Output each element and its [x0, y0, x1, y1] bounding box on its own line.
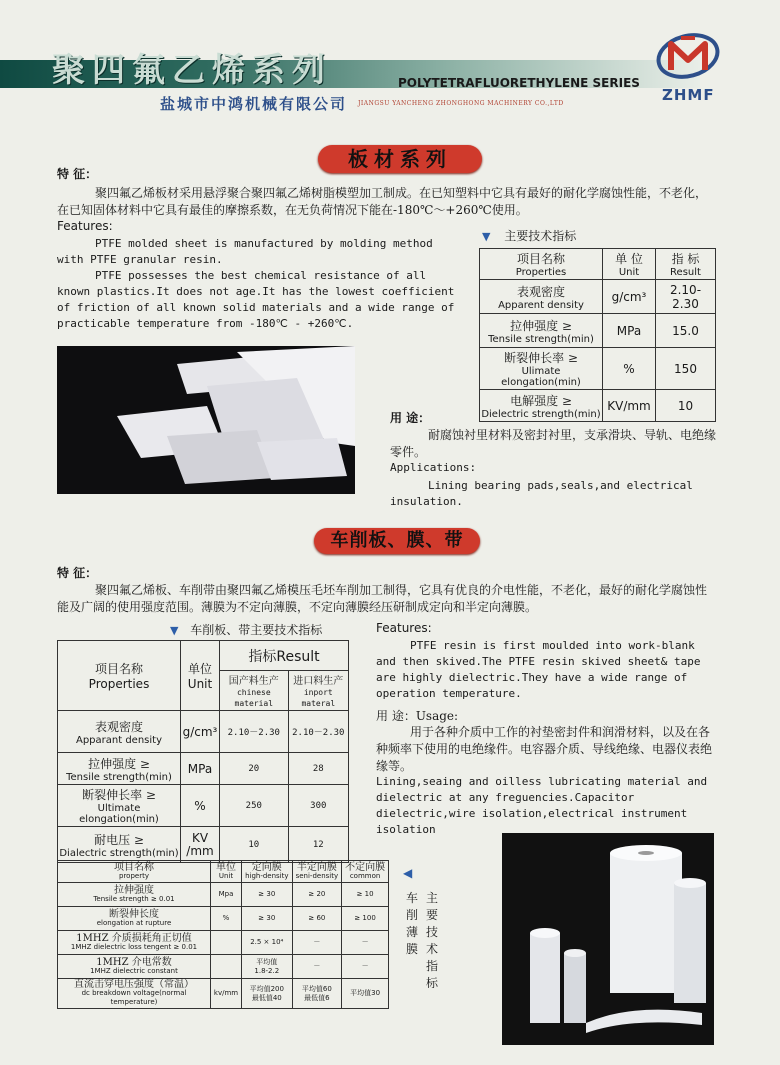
usage-cn-text: 用于各种介质中工作的衬垫密封件和润滑材料，以及在各种频率下使用的电绝缘件。电容器介质、导线绝缘、电器仪表绝缘等。	[376, 725, 713, 773]
features2-cn-text: 聚四氟乙烯板、车削带由聚四氟乙烯模压毛坯车削加工制得，它具有优良的介电性能，不老化，最好的耐化学腐蚀性能及广阔的使用强度范围。薄膜为不定向薄膜，不定向薄膜经压研制成定向和半定向薄膜。	[57, 583, 708, 614]
features-cn-text: 聚四氟乙烯板材采用悬浮聚合聚四氟乙烯树脂模塑加工制成。在已知塑料中它具有最好的耐化学腐蚀性能，不老化，在已知固体材料中它具有最佳的摩擦系数，在无负荷情况下能在-180℃～+260℃使用。	[57, 186, 708, 217]
features-cn-label: 特 征：	[57, 167, 98, 181]
triangle-marker-icon: ▼	[170, 624, 179, 637]
film-label-a: 车削薄膜	[405, 891, 418, 956]
left-triangle-marker-icon: ◀	[403, 866, 413, 880]
table-header-row: 项目名称 Properties 单 位 Unit 指 标 Result	[480, 249, 716, 280]
features2-en-label: Features:	[376, 621, 432, 635]
table2-caption: ▼ 车削板、带主要技术指标	[170, 623, 323, 637]
table-row: 1MHZ 介质损耗角正切值 1MHZ dielectric loss tengent ≥ 0.01 2.5 × 10⁴ － －	[58, 931, 389, 955]
triangle-marker-icon: ▼	[482, 230, 491, 243]
usage-en-text: Lining,seaing and oilless lubricating material and dielectric at any freguencies.Capacitor dielectric,wire isolation,electrical instrument isolation	[376, 775, 708, 836]
use-cn-label: 用 途：	[390, 411, 431, 425]
section-title-sheets: 板材系列	[318, 145, 482, 173]
ptfe-sheet-photo	[57, 346, 355, 494]
table-header-row: 项目名称 property 单位 Unit 定向膜 high-density 半定向膜 seni-density 不定向膜 common	[58, 861, 389, 883]
section-title-skived: 车削板、膜、带	[314, 528, 480, 554]
table-row: 耐电压 ≥ Dialectric strength(min) KV /mm 10 12	[58, 827, 349, 863]
zhmf-logo-icon	[655, 30, 721, 86]
skived-sheet-spec-table: 项目名称 Properties 单位 Unit 指标Result 国产料生产 chinese material 进口料生产 inport materal 表观密度 Apparant density g/cm³ 2.10－2.30 2.10－2.30 拉伸强度 ≥ Tensile strength(min) MPa 20 28 断裂伸长率 ≥ Ultimate elongation(min) % 250 300 耐电压 ≥ Dialectric strength(min) KV /mm 10 12	[57, 640, 349, 863]
features2-en-text: PTFE resin is first moulded into work-blank and then skived.The PTFE resin skived sheet& tape are highly dielectric.They have a wide range of operation temperature.	[376, 639, 701, 700]
company-name: 盐城市中鸿机械有限公司	[160, 95, 348, 113]
table-row: 1MHZ 介电常数 1MHZ dielectric constant 平均值 1.8-2.2 － －	[58, 955, 389, 979]
ptfe-film-rolls-photo	[502, 833, 714, 1045]
table-row: 断裂伸长率 ≥ Ulimate elongation(min) % 150	[480, 348, 716, 390]
page-title: 聚四氟乙烯系列	[52, 50, 332, 89]
page-title-en: POLYTETRAFLUORETHYLENE SERIES	[398, 76, 640, 90]
use-en-text: Lining bearing pads,seals,and electrical insulation.	[390, 479, 693, 508]
table-row: 表观密度 Apparant density g/cm³ 2.10－2.30 2.10－2.30	[58, 711, 349, 753]
usage-label: 用 途：Usage:	[376, 709, 459, 723]
table-row: 拉伸强度 ≥ Tensile strength(min) MPa 20 28	[58, 753, 349, 785]
features-en-label: Features:	[57, 219, 113, 233]
table1-caption: ▼ 主要技术指标	[482, 229, 577, 243]
company-name-en: JIANGSU YANCHENG ZHONGHONG MACHINERY CO.,LTD	[358, 100, 564, 107]
film-label-b: 主要技术指标	[425, 891, 438, 990]
table-row: 拉伸强度 ≥ Tensile strength(min) MPa 15.0	[480, 314, 716, 348]
brand-mark: ZHMF	[662, 86, 715, 104]
film-spec-table	[57, 860, 389, 1009]
table-row: 表观密度 Apparent density g/cm³ 2.10-2.30	[480, 280, 716, 314]
features-en-text-1: PTFE molded sheet is manufactured by molding method with PTFE granular resin.	[57, 237, 433, 266]
table-row: 断裂伸长度 elongation at rupture % ≥ 30 ≥ 60 ≥ 100	[58, 907, 389, 931]
features-en-text-2: PTFE possesses the best chemical resistance of all known plastics.It does not age.It has the lowest coefficient of friction of all known solid materials and a wide range of practicable temperature from -180℃ - +260℃.	[57, 269, 455, 330]
table-row: 电解强度 ≥ Dielectric strength(min) KV/mm 10	[480, 390, 716, 422]
use-cn-text: 耐腐蚀衬里材料及密封衬里，支承滑块、导轨、电绝缘零件。	[390, 428, 717, 459]
table-row: 断裂伸长率 ≥ Ultimate elongation(min) % 250 300	[58, 785, 349, 827]
features2-cn-label: 特 征：	[57, 566, 98, 580]
use-en-label: Applications:	[390, 461, 477, 474]
table-row: 直流击穿电压强度（常温） dc breakdown voltage(normal temperature) kv/mm 平均值200 最低值40 平均值60 最低值6 平均值30	[58, 979, 389, 1009]
table-row: 拉伸强度 Tensile strength ≥ 0.01 Mpa ≥ 30 ≥ 20 ≥ 10	[58, 883, 389, 907]
sheet-spec-table	[479, 248, 716, 422]
